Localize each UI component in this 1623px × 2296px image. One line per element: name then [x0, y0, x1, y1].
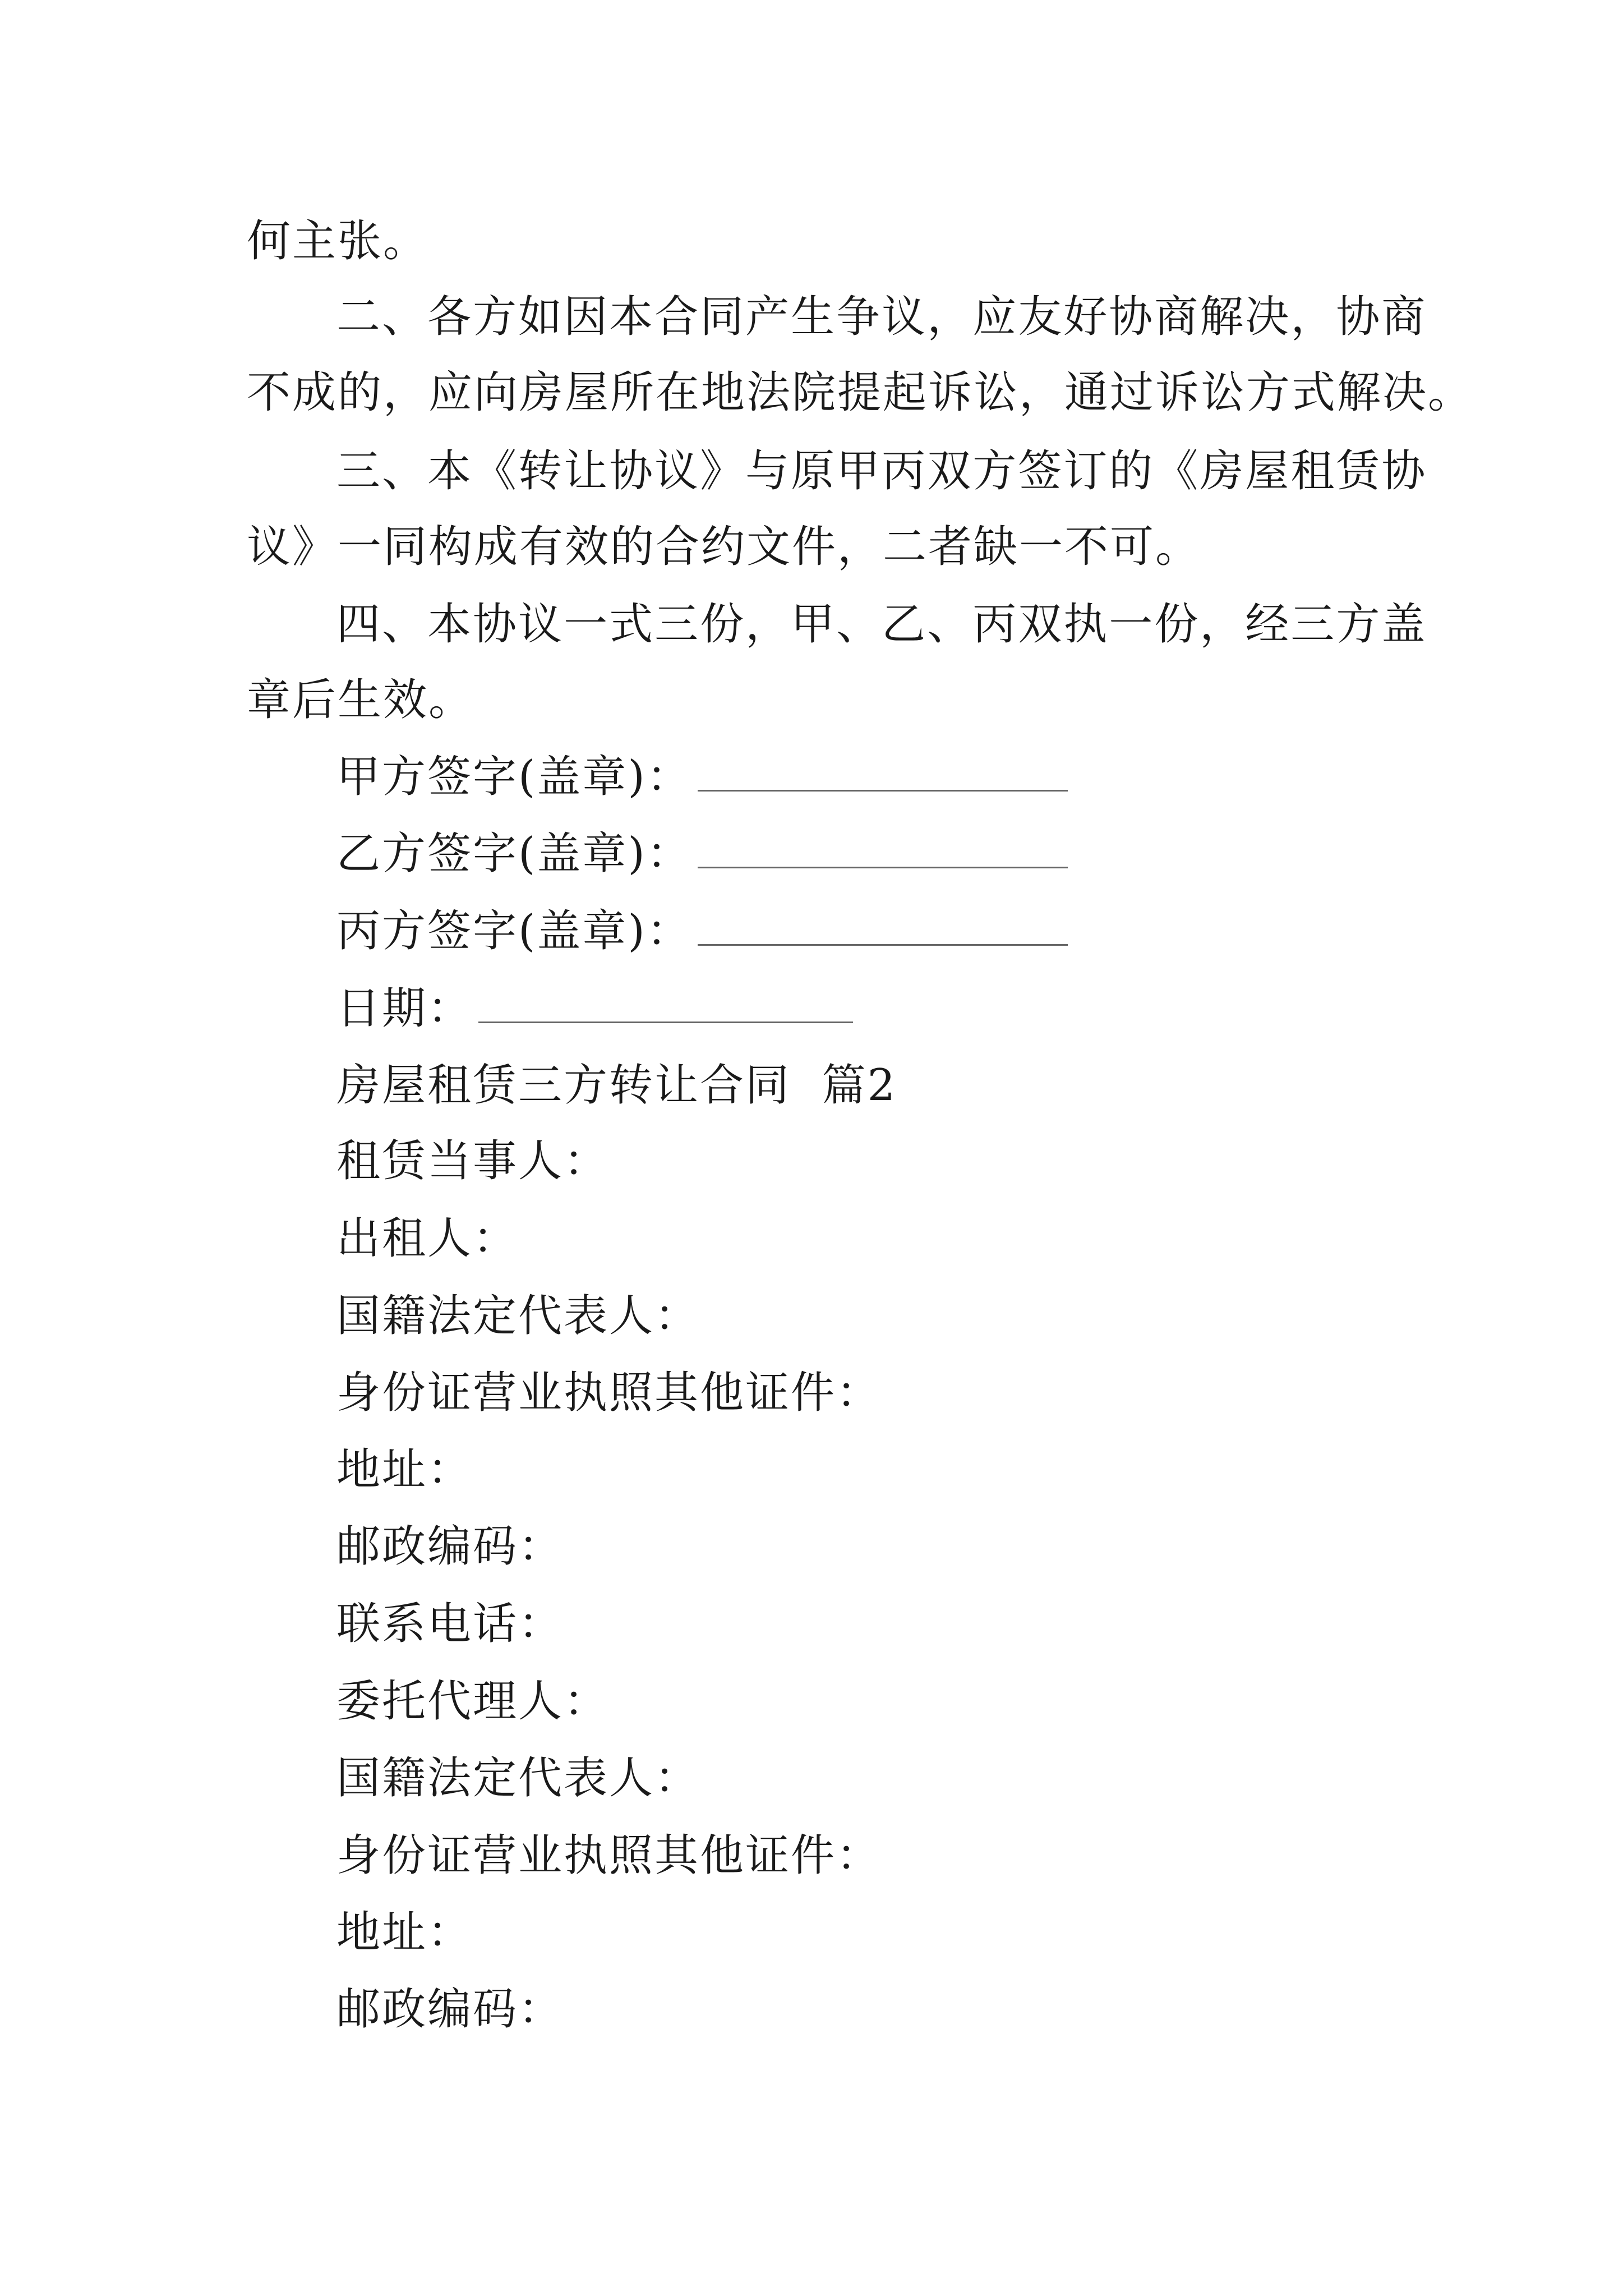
text-segment: 双: [927, 446, 973, 496]
field-label: 邮政编码：: [336, 1521, 564, 1572]
party-b-signature-row: [336, 826, 1068, 882]
text-segment: 解: [1200, 292, 1246, 342]
text-segment: 本: [427, 599, 473, 650]
field-label: 租赁当事人：: [336, 1136, 610, 1186]
text-segment: 盖: [1381, 599, 1427, 650]
text-segment: 赁: [1336, 446, 1382, 496]
text-segment: 一: [564, 599, 610, 650]
text-segment: 让: [564, 446, 610, 496]
text-segment: 议: [654, 446, 700, 496]
text-segment: 商: [1381, 292, 1427, 342]
party-b-signature-line: [698, 832, 1068, 868]
party-a-signature-label: 甲方签字(盖章)：: [336, 752, 692, 802]
text-segment: 协: [473, 599, 519, 650]
text-segment: 本: [427, 446, 473, 496]
text-segment: 一: [1109, 599, 1155, 650]
party-c-signature-line: [698, 909, 1068, 946]
text-segment: 签: [1018, 446, 1064, 496]
text-segment: 同: [700, 292, 746, 342]
paragraph-2-line-1: [336, 289, 1427, 345]
text-segment: 转: [518, 446, 564, 496]
text-segment: 原: [791, 446, 837, 496]
text-segment: 争: [836, 292, 882, 342]
text-segment: ，: [745, 599, 791, 650]
text-segment: 产: [745, 292, 791, 342]
text-segment: 方: [972, 446, 1018, 496]
text-segment: 协: [1381, 446, 1427, 496]
party-a-signature-row: [336, 749, 1068, 805]
text-segment: 各: [427, 292, 473, 342]
field-label: 地址：: [336, 1444, 473, 1495]
paragraph-1-tail: 何主张。: [247, 216, 429, 266]
text-segment: 丙: [972, 599, 1018, 650]
text-segment: 、: [927, 599, 973, 650]
text-segment: 三: [654, 599, 700, 650]
text-segment: 好: [1063, 292, 1109, 342]
text-segment: 议: [882, 292, 928, 342]
text-segment: 协: [1336, 292, 1382, 342]
text-segment: 四、: [336, 599, 428, 650]
text-segment: 三、: [336, 446, 428, 496]
text-segment: 式: [609, 599, 655, 650]
text-segment: 甲: [791, 599, 837, 650]
text-segment: 商: [1154, 292, 1200, 342]
text-segment: 如: [518, 292, 564, 342]
section-2-title: 房屋租赁三方转让合同 篇2: [336, 1060, 897, 1111]
field-label: 委托代理人：: [336, 1676, 610, 1727]
party-a-signature-line: [698, 755, 1068, 792]
text-segment: 《: [1154, 446, 1200, 496]
paragraph-3-line-1: [336, 443, 1427, 499]
text-segment: 》: [700, 446, 746, 496]
text-segment: 合: [654, 292, 700, 342]
text-segment: 因: [564, 292, 610, 342]
text-segment: ，: [927, 292, 973, 342]
date-label: 日期：: [336, 983, 473, 1034]
party-c-signature-row: [336, 903, 1068, 959]
field-label: 国籍法定代表人：: [336, 1753, 700, 1803]
text-segment: 双: [1018, 599, 1064, 650]
field-label: 联系电话：: [336, 1599, 564, 1649]
date-line: [478, 987, 853, 1023]
text-segment: 甲: [836, 446, 882, 496]
field-label: 国籍法定代表人：: [336, 1291, 700, 1341]
text-segment: 三: [1290, 599, 1336, 650]
party-c-signature-label: 丙方签字(盖章)：: [336, 906, 692, 956]
text-segment: 的: [1109, 446, 1155, 496]
text-segment: 协: [609, 446, 655, 496]
text-segment: 议: [518, 599, 564, 650]
party-b-signature-label: 乙方签字(盖章)：: [336, 829, 692, 879]
field-label: 地址：: [336, 1907, 473, 1958]
field-label: 身份证营业执照其他证件：: [336, 1368, 882, 1418]
date-row: [336, 981, 853, 1037]
text-segment: 房: [1200, 446, 1246, 496]
text-segment: 生: [791, 292, 837, 342]
text-segment: ，: [1200, 599, 1246, 650]
paragraph-4-line-2: 章后生效。: [247, 675, 474, 725]
text-segment: 租: [1290, 446, 1336, 496]
text-segment: 协: [1109, 292, 1155, 342]
text-segment: 、: [836, 599, 882, 650]
paragraph-3-line-2: 议》一同构成有效的合约文件，二者缺一不可。: [247, 522, 1201, 572]
paragraph-4-line-1: [336, 596, 1427, 652]
text-segment: 订: [1063, 446, 1109, 496]
text-segment: 决: [1245, 292, 1291, 342]
paragraph-2-line-2: 不成的，应向房屋所在地法院提起诉讼，通过诉讼方式解决。: [247, 367, 1474, 418]
text-segment: 份: [1154, 599, 1200, 650]
field-label: 出租人：: [336, 1213, 519, 1264]
text-segment: 份: [700, 599, 746, 650]
text-segment: 方: [1336, 599, 1382, 650]
text-segment: 二、: [336, 292, 428, 342]
field-label: 身份证营业执照其他证件：: [336, 1830, 882, 1881]
text-segment: 方: [473, 292, 519, 342]
text-segment: ，: [1290, 292, 1336, 342]
field-label: 邮政编码：: [336, 1984, 564, 2035]
text-segment: 乙: [882, 599, 928, 650]
text-segment: 应: [972, 292, 1018, 342]
text-segment: 本: [609, 292, 655, 342]
text-segment: 经: [1245, 599, 1291, 650]
text-segment: 丙: [882, 446, 928, 496]
text-segment: 屋: [1245, 446, 1291, 496]
text-segment: 《: [473, 446, 519, 496]
text-segment: 执: [1063, 599, 1109, 650]
text-segment: 与: [745, 446, 791, 496]
text-segment: 友: [1018, 292, 1064, 342]
